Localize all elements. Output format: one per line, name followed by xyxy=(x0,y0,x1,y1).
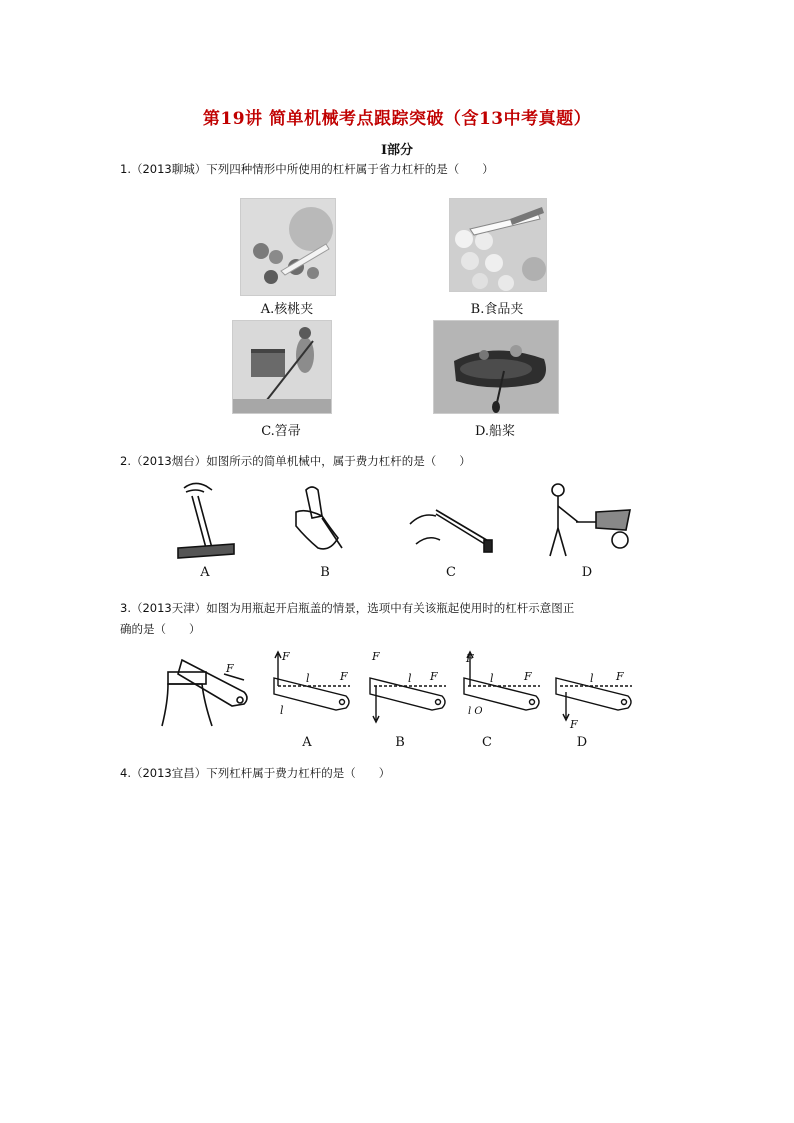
q2-label-c: C xyxy=(446,565,456,580)
svg-text:l: l xyxy=(490,672,494,685)
svg-text:F: F xyxy=(430,670,438,683)
question-1: 1.（2013聊城）下列四种情形中所使用的杠杆属于省力杠杆的是（ ） xyxy=(120,162,494,176)
q2-label-d: D xyxy=(581,565,593,580)
q2-label-a: A xyxy=(200,565,210,580)
svg-text:l: l xyxy=(306,672,310,685)
q3-label-c: C xyxy=(482,735,492,750)
q2-figure-d xyxy=(538,482,638,562)
section-heading: Ⅰ部分 xyxy=(380,143,414,158)
photo-walnut-cracker xyxy=(240,198,336,296)
svg-text:F: F xyxy=(226,662,234,675)
q2-label-b: B xyxy=(320,565,330,580)
q2-figure-b xyxy=(282,482,362,562)
q3-lever-diagram-d xyxy=(548,648,638,728)
svg-text:F: F xyxy=(466,652,474,665)
q3-label-d: D xyxy=(576,735,588,750)
q2-figure-c xyxy=(402,490,502,562)
q1-option-c-caption: C.笤帚 xyxy=(261,424,301,439)
svg-text:F: F xyxy=(616,670,624,683)
question-3-line-1: 3.（2013天津）如图为用瓶起开启瓶盖的情景，选项中有关该瓶起使用时的杠杆示意图正 xyxy=(120,601,575,615)
q1-option-d-caption: D.船桨 xyxy=(474,424,516,439)
q3-lever-diagram-c xyxy=(456,648,546,728)
photo-food-tongs xyxy=(449,198,547,292)
svg-text:l: l xyxy=(280,704,284,717)
page-title: 第19讲 简单机械考点跟踪突破（含13中考真题） xyxy=(202,109,592,129)
question-4: 4.（2013宜昌）下列杠杆属于费力杠杆的是（ ） xyxy=(120,766,391,780)
svg-text:l: l xyxy=(590,672,594,685)
q2-figure-a xyxy=(172,478,242,560)
question-2: 2.（2013烟台）如图所示的简单机械中，属于费力杠杆的是（ ） xyxy=(120,454,471,468)
photo-broom xyxy=(232,320,332,414)
svg-text:l O: l O xyxy=(468,706,483,717)
q1-option-a-caption: A.核桃夹 xyxy=(260,302,314,317)
q1-option-b-caption: B.食品夹 xyxy=(470,302,524,317)
q3-bottle-opener-figure xyxy=(158,652,258,730)
q3-label-b: B xyxy=(395,735,405,750)
q3-label-a: A xyxy=(302,735,312,750)
svg-text:l: l xyxy=(408,672,412,685)
svg-text:F: F xyxy=(570,718,578,728)
q3-lever-diagram-a xyxy=(266,648,356,728)
svg-text:F: F xyxy=(282,650,290,663)
svg-text:F: F xyxy=(372,650,380,663)
q3-lever-diagram-b xyxy=(362,648,452,728)
svg-text:F: F xyxy=(524,670,532,683)
photo-boat-oar xyxy=(433,320,559,414)
question-3-line-2: 确的是（ ） xyxy=(120,622,201,636)
svg-text:F: F xyxy=(340,670,348,683)
